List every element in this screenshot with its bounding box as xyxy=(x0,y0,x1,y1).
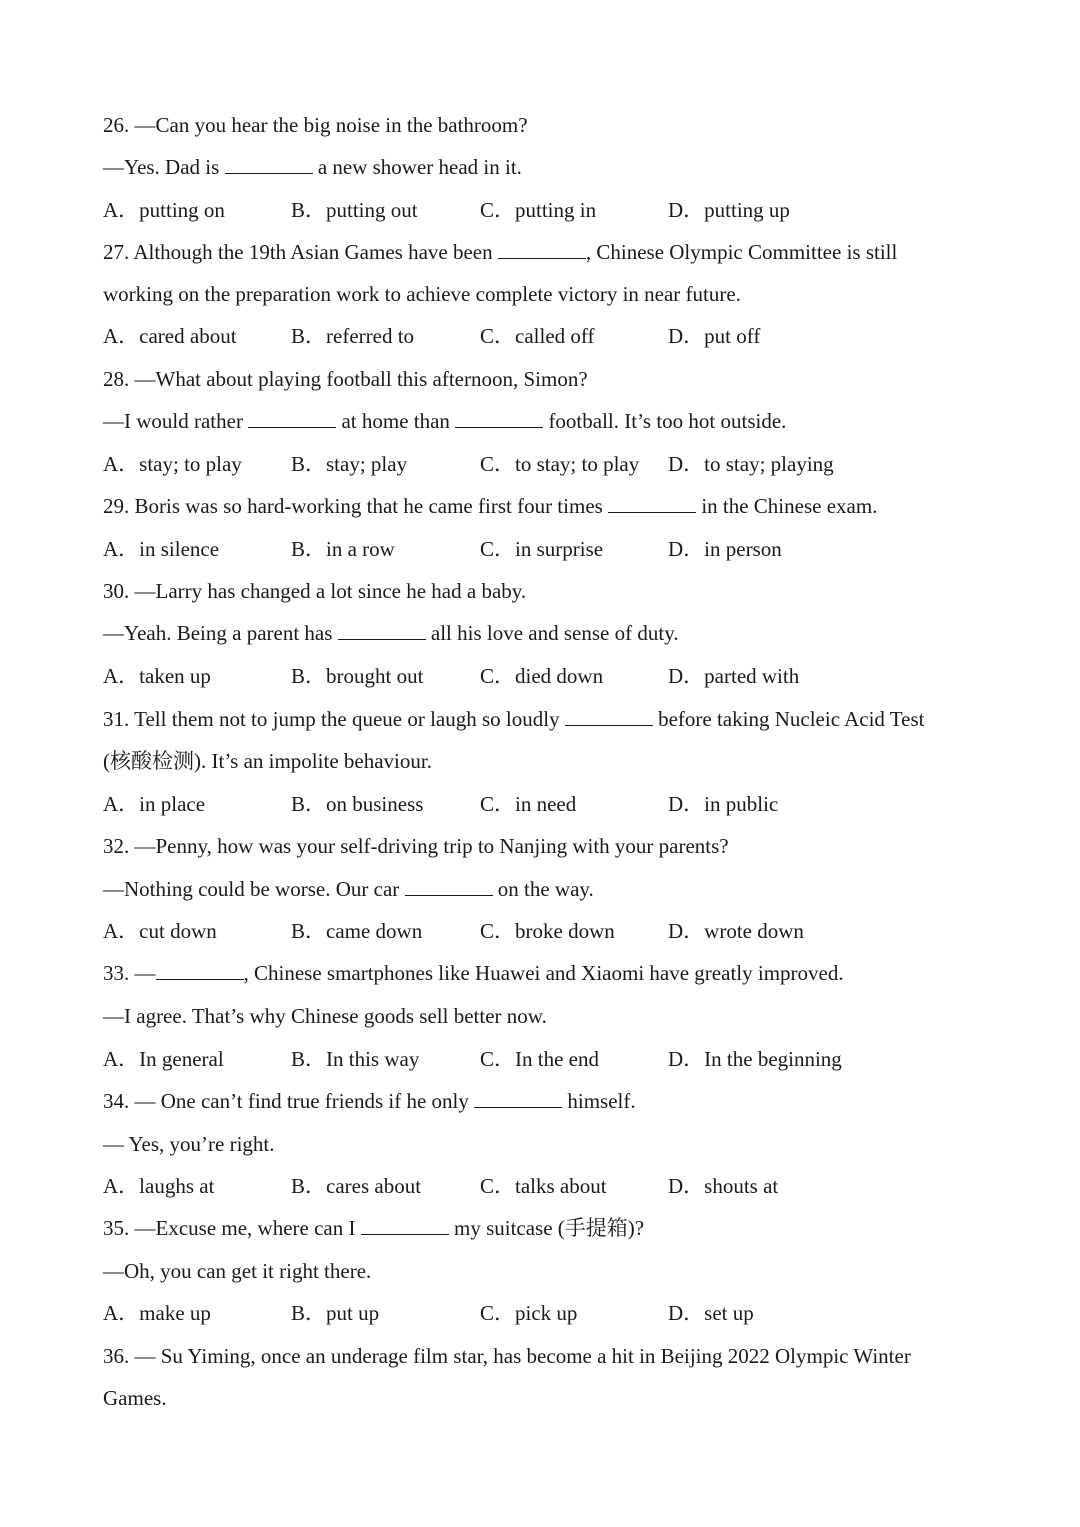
option-b: B．came down xyxy=(291,919,423,943)
option-d: D．in public xyxy=(668,792,779,816)
question-28-dialogue: —I would rather at home than football. It’s too hot outside. xyxy=(103,409,787,433)
option-b: B．on business xyxy=(291,792,424,816)
option-c: C．talks about xyxy=(480,1174,607,1198)
option-b: B．put up xyxy=(291,1301,380,1325)
question-36-stem-cont: Games. xyxy=(103,1386,167,1410)
option-a: A．stay; to play xyxy=(103,452,242,476)
option-d: D．put off xyxy=(668,324,761,348)
option-d: D．in person xyxy=(668,537,782,561)
option-d: D．wrote down xyxy=(668,919,804,943)
option-a: A．In general xyxy=(103,1047,224,1071)
option-a: A．in silence xyxy=(103,537,220,561)
question-32-dialogue: —Nothing could be worse. Our car on the way. xyxy=(103,877,594,901)
option-a: A．cared about xyxy=(103,324,237,348)
question-29-stem: 29. Boris was so hard-working that he came first four times in the Chinese exam. xyxy=(103,494,878,518)
option-a: A．taken up xyxy=(103,664,211,688)
option-b: B．putting out xyxy=(291,198,418,222)
option-b: B．stay; play xyxy=(291,452,408,476)
question-36-stem: 36. — Su Yiming, once an underage film star, has become a hit in Beijing 2022 Olympic Winter xyxy=(103,1344,911,1368)
question-26-stem: 26. —Can you hear the big noise in the bathroom? xyxy=(103,113,528,137)
question-27-stem-cont: working on the preparation work to achieve complete victory in near future. xyxy=(103,282,741,306)
option-c: C．died down xyxy=(480,664,604,688)
question-27-stem: 27. Although the 19th Asian Games have been , Chinese Olympic Committee is still xyxy=(103,240,898,264)
question-31-stem-cont: (核酸检测). It’s an impolite behaviour. xyxy=(103,749,432,773)
option-c: C．to stay; to play xyxy=(480,452,640,476)
question-34-dialogue: — Yes, you’re right. xyxy=(103,1132,275,1156)
option-b: B．In this way xyxy=(291,1047,420,1071)
option-d: D．parted with xyxy=(668,664,800,688)
question-31-stem: 31. Tell them not to jump the queue or laugh so loudly before taking Nucleic Acid Test xyxy=(103,707,925,731)
answer-blank xyxy=(361,1216,449,1235)
answer-blank xyxy=(156,961,244,980)
answer-blank xyxy=(608,494,696,513)
option-c: C．called off xyxy=(480,324,595,348)
option-c: C．in surprise xyxy=(480,537,604,561)
option-d: D．putting up xyxy=(668,198,790,222)
question-33-dialogue: —I agree. That’s why Chinese goods sell better now. xyxy=(103,1004,547,1028)
option-d: D．to stay; playing xyxy=(668,452,834,476)
option-a: A．putting on xyxy=(103,198,225,222)
option-b: B．in a row xyxy=(291,537,395,561)
option-d: D．shouts at xyxy=(668,1174,779,1198)
answer-blank xyxy=(498,240,586,259)
option-d: D．In the beginning xyxy=(668,1047,842,1071)
question-32-stem: 32. —Penny, how was your self-driving trip to Nanjing with your parents? xyxy=(103,834,729,858)
option-c: C．putting in xyxy=(480,198,597,222)
answer-blank xyxy=(338,621,426,640)
option-c: C．pick up xyxy=(480,1301,578,1325)
question-30-dialogue: —Yeah. Being a parent has all his love and sense of duty. xyxy=(103,621,679,645)
answer-blank xyxy=(474,1089,562,1108)
answer-blank xyxy=(565,707,653,726)
question-28-stem: 28. —What about playing football this afternoon, Simon? xyxy=(103,367,588,391)
question-34-stem: 34. — One can’t find true friends if he only himself. xyxy=(103,1089,636,1113)
option-b: B．referred to xyxy=(291,324,415,348)
question-35-dialogue: —Oh, you can get it right there. xyxy=(103,1259,372,1283)
option-a: A．make up xyxy=(103,1301,211,1325)
option-b: B．cares about xyxy=(291,1174,422,1198)
answer-blank xyxy=(405,877,493,896)
question-30-stem: 30. —Larry has changed a lot since he had a baby. xyxy=(103,579,527,603)
option-c: C．In the end xyxy=(480,1047,599,1071)
option-d: D．set up xyxy=(668,1301,754,1325)
answer-blank xyxy=(248,409,336,428)
option-a: A．laughs at xyxy=(103,1174,215,1198)
option-b: B．brought out xyxy=(291,664,424,688)
question-35-stem: 35. —Excuse me, where can I my suitcase (手提箱)? xyxy=(103,1216,645,1240)
option-c: C．in need xyxy=(480,792,577,816)
answer-blank xyxy=(225,155,313,174)
option-a: A．in place xyxy=(103,792,206,816)
question-33-stem: 33. — , Chinese smartphones like Huawei and Xiaomi have greatly improved. xyxy=(103,961,844,985)
option-a: A．cut down xyxy=(103,919,217,943)
option-c: C．broke down xyxy=(480,919,615,943)
question-26-dialogue: —Yes. Dad is a new shower head in it. xyxy=(103,155,522,179)
answer-blank xyxy=(455,409,543,428)
